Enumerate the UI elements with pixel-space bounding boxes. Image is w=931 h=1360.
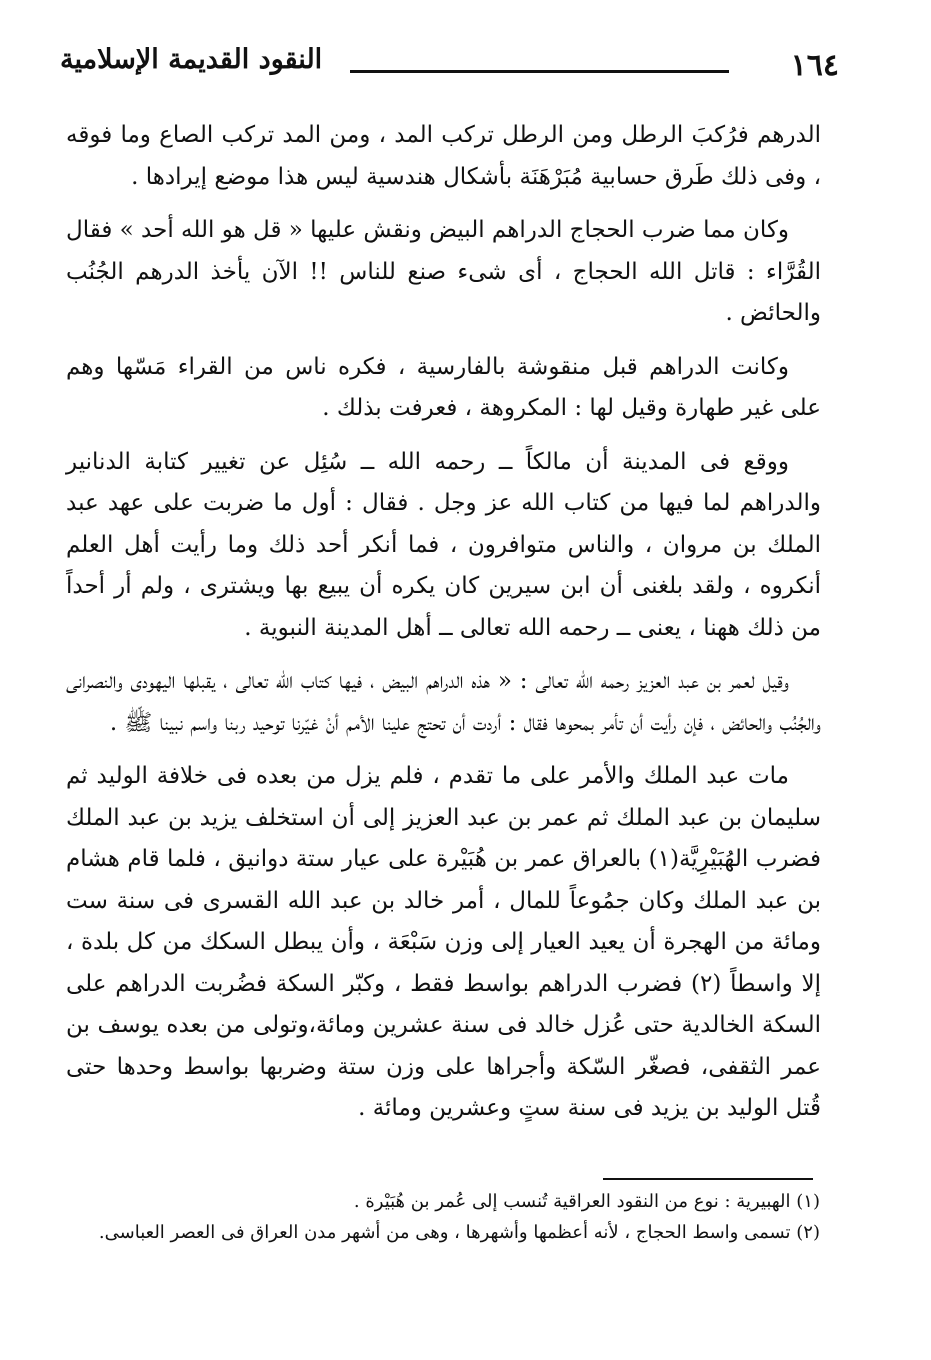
paragraph: مات عبد الملك والأمر على ما تقدم ، فلم يزل من بعده فى خلافة الوليد ثم سليمان بن عبد الملك ثم عمر بن عبد العزيز إلى أن استخلف يزيد بن عبد الملك فضرب الهُبَيْرِيَّة(١) بالعراق عمر بن هُبَيْرة على عيار ستة دوانيق ، فلما قام هشام بن عبد الملك وكان جمُوعاً للمال ، أمر خالد بن عبد الله القسرى فى سنة ست ومائة من الهجرة أن يعيد العيار إلى وزن سَبْعَة ، وأن يبطل السكك من كل بلدة ، إلا واسطاً (٢) فضرب الدراهم بواسط فقط ، وكبّر السكة فضُربت الدراهم على السكة الخالدية حتى عُزل خالد فى سنة عشرين ومائة،وتولى من بعده يوسف بن عمر الثقفى، فصغّر السّكة وأجراها على وزن ستة وضربها بواسط وحدها حتى قُتل الوليد بن يزيد فى سنة ستٍ وعشرين ومائة .: [66, 763, 821, 1121]
main-text: [66, 115, 821, 1142]
paragraph: ووقع فى المدينة أن مالكاً ــ رحمه الله ــ سُئِل عن تغيير كتابة الدنانير والدراهم لما فيها من كتاب الله عز وجل . فقال : أول ما ضربت على عهد عبد الملك بن مروان ، والناس متوافرون ، فما أنكر أحد ذلك وما رأيت أهل العلم أنكروه ، ولقد بلغنى أن ابن سيرين كان يكره أن يبيع بها ويشترى ، ولم أر أحداً من ذلك ههنا ، يعنى ــ رحمه الله تعالى ــ أهل المدينة النبوية .: [66, 448, 821, 641]
book-title: النقود القديمة الإسلامية: [60, 44, 323, 75]
footnotes: [60, 1186, 820, 1248]
page-header: [60, 38, 839, 98]
paragraph: الدرهم فرُكبَ الرطل ومن الرطل تركب المد ، ومن المد تركب الصاع وما فوقه ، وفى ذلك طَرق حسابية مُبَرْهَنَة بأشكال هندسية ليس هذا موضع إيرادها .: [66, 122, 821, 190]
footnote-rule: [603, 1178, 813, 1180]
header-rule: [350, 70, 729, 73]
footnote: (١) الهبيرية : نوع من النقود العراقية تُنسب إلى عُمر بن هُبَيْرة .: [353, 1191, 820, 1212]
paragraph: وكان مما ضرب الحجاج الدراهم البيض ونقش عليها « قل هو الله أحد » فقال القُرَّاء : قاتل الله الحجاج ، أى شىء صنع للناس !! الآن يأخذ الدرهم الجُنُب والحائض .: [66, 217, 821, 326]
page-number: ١٦٤: [790, 48, 839, 83]
paragraph: وكانت الدراهم قبل منقوشة بالفارسية ، فكره ناس من القراء مَسّها وهم على غير طهارة وقيل لها : المكروهة ، فعرفت بذلك .: [66, 353, 821, 421]
paragraph: وقيل لعمر بن عبد العزيز رحمه الله تعالى : « هذه الدراهم البيض ، فيها كتاب الله تعالى ، يقبلها اليهودى والنصرانى والجُنُب والحائض ، فإن رأيت أن تأمر بمحوها فقال : أردت أن تحتج علينا الأمم أنْ غيّرنا توحيد ربنا واسم نبينا ﷺ .: [66, 668, 821, 736]
footnote: (٢) تسمى واسط الحجاج ، لأنه أعظمها وأشهرها ، وهى من أشهر مدن العراق فى العصر العباسى.: [98, 1222, 820, 1243]
